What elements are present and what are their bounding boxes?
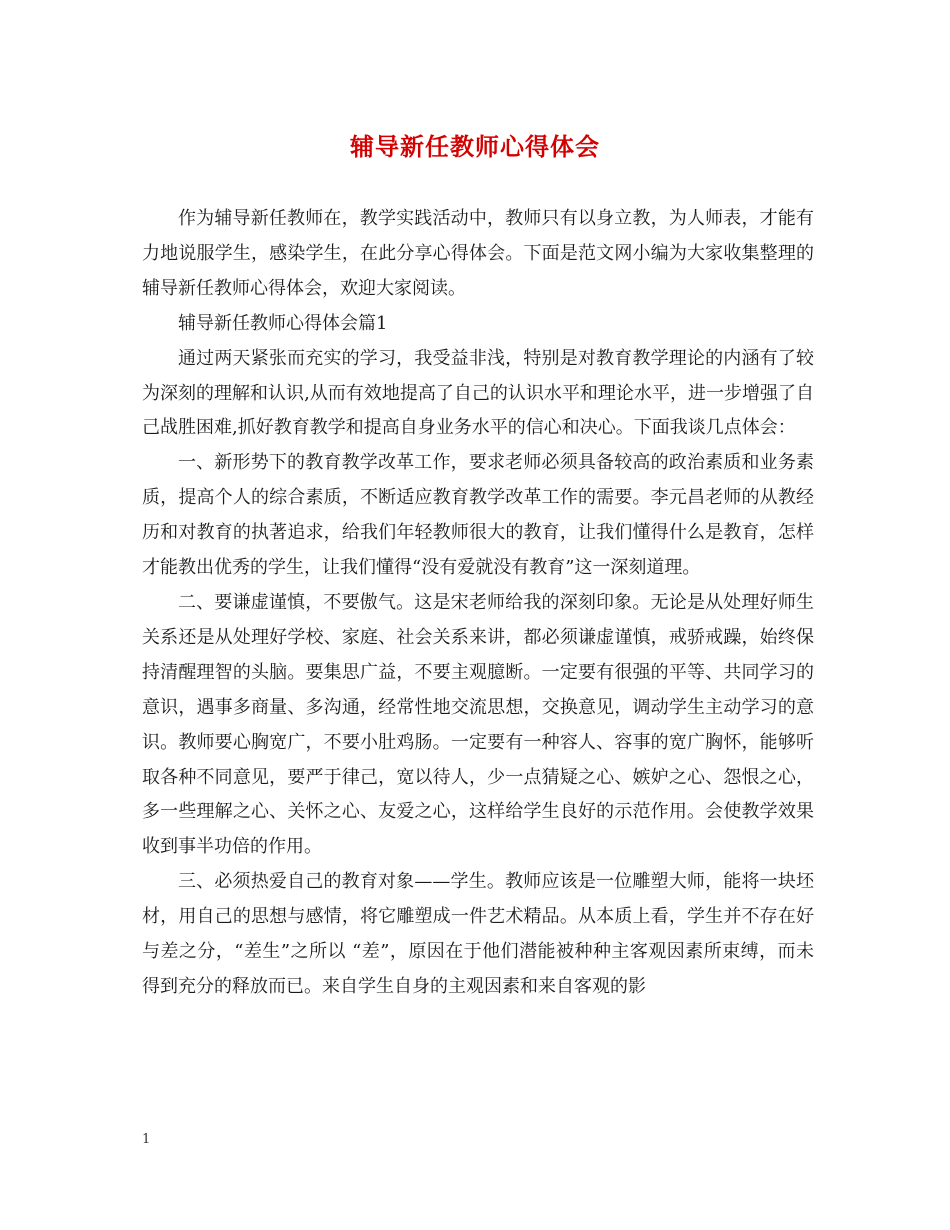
body-paragraph: 二、要谦虚谨慎，不要傲气。这是宋老师给我的深刻印象。无论是从处理好师生关系还是从处理好学校、家庭、社会关系来讲，都必须谦虚谨慎，戒骄戒躁，始终保持清醒理智的头脑。要集思广益，不要主观臆断。一定要有很强的平等、共同学习的意识，遇事多商量、多沟通，经常性地交流思想，交换意见，调动学生主动学习的意识。教师要心胸宽广，不要小肚鸡肠。一定要有一种容人、容事的宽广胸怀，能够听取各种不同意见，要严于律己，宽以待人，少一点猜疑之心、嫉妒之心、怨恨之心，多一些理解之心、关怀之心、友爱之心，这样给学生良好的示范作用。会使教学效果收到事半功倍的作用。 xyxy=(142,591,814,858)
intro-paragraph: 作为辅导新任教师在，教学实践活动中，教师只有以身立教，为人师表，才能有力地说服学生，感染学生，在此分享心得体会。下面是范文网小编为大家收集整理的辅导新任教师心得体会，欢迎大家阅读。 xyxy=(142,208,814,299)
body-paragraph: 通过两天紧张而充实的学习，我受益非浅，特别是对教育教学理论的内涵有了较为深刻的理解和认识,从而有效地提高了自己的认识水平和理论水平，进一步增强了自己战胜困难,抓好教育教学和提高自身业务水平的信心和决心。下面我谈几点体会： xyxy=(142,347,814,439)
body-paragraph: 一、新形势下的教育教学改革工作，要求老师必须具备较高的政治素质和业务素质，提高个人的综合素质，不断适应教育教学改革工作的需要。李元昌老师的从教经历和对教育的执著追求，给我们年轻教师很大的教育，让我们懂得什么是教育，怎样才能教出优秀的学生，让我们懂得“没有爱就没有教育”这一深刻道理。 xyxy=(142,452,814,579)
document-body xyxy=(142,202,814,1005)
section-heading: 辅导新任教师心得体会篇1 xyxy=(178,312,388,334)
body-paragraph: 三、必须热爱自己的教育对象——学生。教师应该是一位雕塑大师，能将一块坯材，用自己的思想与感情，将它雕塑成一件艺术精品。从本质上看，学生并不存在好与差之分，“差生”之所以 “差”，原因在于他们潜能被种种主客观因素所束缚，而未得到充分的释放而已。来自学生自身的主观因素和来自客观的影 xyxy=(142,871,814,997)
page-number: 1 xyxy=(142,1132,151,1147)
document-title: 辅导新任教师心得体会 xyxy=(350,132,600,161)
